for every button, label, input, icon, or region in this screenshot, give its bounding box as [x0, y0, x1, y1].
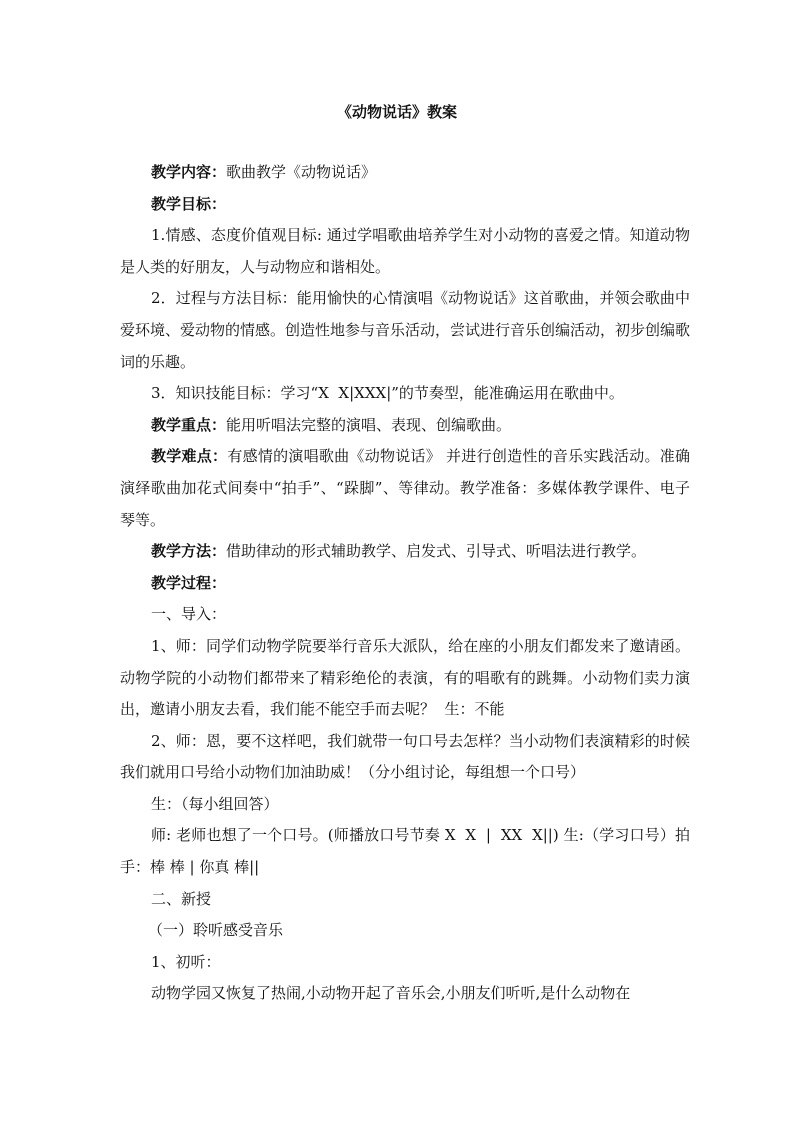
methods-label: 教学方法： — [151, 542, 227, 561]
process-label: 教学过程： — [151, 573, 227, 592]
methods — [120, 536, 690, 568]
objectives-label: 教学目标： — [151, 194, 227, 213]
listen-step-1: 1、初听： — [151, 952, 221, 971]
key-points-text: 能用听唱法完整的演唱、表现、创编歌曲。 — [226, 415, 512, 434]
section-intro: 一、导入： — [151, 605, 227, 624]
methods-text: 借助律动的形式辅助教学、启发式、引导式、听唱法进行教学。 — [226, 542, 647, 561]
section-new-lesson: 二、新授 — [151, 889, 212, 908]
intro-step-2: 2、师：恩，要不这样吧，我们就带一句口号去怎样？当小动物们表演精彩的时候我们就用口号给小动物们加油助威！（分小组讨论，每组想一个口号） — [120, 731, 690, 782]
objective-3: 3．知识技能目标：学习“X X|XXX|”的节奏型，能准确运用在歌曲中。 — [151, 384, 624, 403]
student-answer: 生：（每小组回答） — [151, 794, 279, 813]
key-points-label: 教学重点： — [151, 415, 227, 434]
teaching-content-label: 教学内容： — [151, 163, 227, 181]
teaching-content — [120, 157, 690, 189]
document-body — [120, 157, 690, 1010]
objective-2: 2．过程与方法目标：能用愉快的心情演唱《动物说话》这首歌曲，并领会歌曲中爱环境、爱动物的情感。创造性地参与音乐活动，尝试进行音乐创编活动，初步创编歌词的乐趣。 — [120, 289, 691, 371]
document-title: 《动物说话》教案 — [336, 103, 457, 121]
intro-step-1: 1、师：同学们动物学院要举行音乐大派队，给在座的小朋友们都发来了邀请函。动物学院的小动物们都带来了精彩绝伦的表演，有的唱歌有的跳舞。小动物们卖力演出，邀请小朋友去看，我们能不能空手而去呢？ 生：不能 — [120, 636, 690, 719]
listen-text: 动物学园又恢复了热闹,小动物开起了音乐会,小朋友们听听,是什么动物在 — [151, 984, 631, 1003]
objective-1: 1.情感、态度价值观目标: 通过学唱歌曲培养学生对小动物的喜爱之情。知道动物是人类的好朋友，人与动物应和谐相处。 — [120, 226, 690, 276]
difficulties-label: 教学难点： — [151, 447, 228, 466]
teaching-content-text: 歌曲教学《动物说话》 — [226, 163, 377, 181]
teacher-line: 师: 老师也想了一个口号。(师播放口号节奏 X X | XX X||) 生:（学习口号）拍手：棒 棒 | 你真 棒|| — [120, 826, 690, 877]
subsection-listen: （一）聆听感受音乐 — [148, 921, 284, 940]
difficulties-text: 有感情的演唱歌曲《动物说话》 并进行创造性的音乐实践活动。准确演绎歌曲加花式间奏中“拍手”、“跺脚”、等律动。教学准备：多媒体教学课件、电子琴等。 — [120, 447, 690, 529]
difficulties — [120, 441, 690, 536]
key-points — [120, 410, 690, 442]
